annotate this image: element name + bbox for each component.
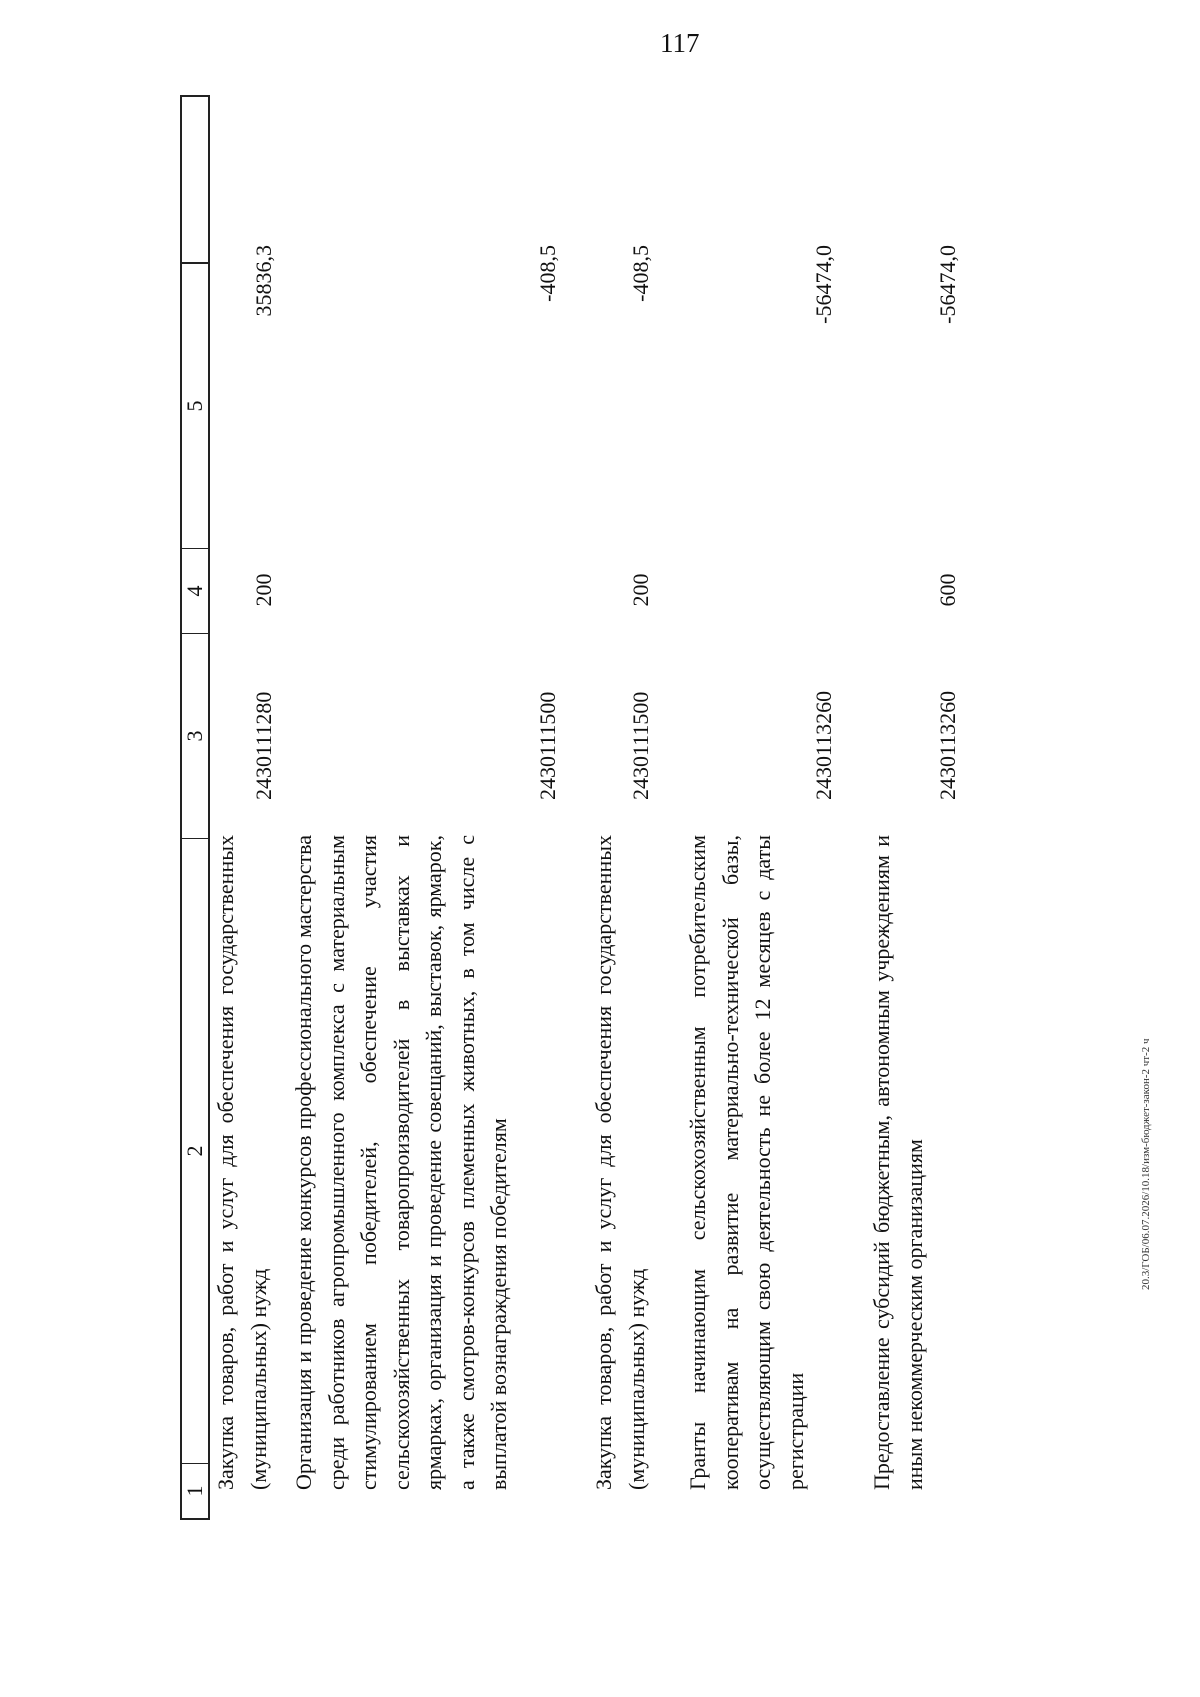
row-description: Гранты начинающим сельскохозяйственным потребительским кооперативам на развитие материально-технической базы, осуществляющим свою деятельность не более 12 месяцев с даты регистрации [685,835,808,1490]
row-code: 2430111500 [535,691,560,800]
page-number: 117 [660,28,700,58]
row-vr: 200 [251,573,276,607]
budget-table [180,95,1080,1520]
row-vr: 200 [628,573,653,607]
row-description: Предоставление субсидий бюджетным, автономным учреждениям и иным некоммерческим организациям [869,835,927,1490]
document-footer-code: 20.3/ГОБ/06.07.2026/10.18/изм-бюджет-закон-2 чт-2 ч [1140,1038,1152,1290]
header-col-5: 5 [182,263,208,548]
row-code: 2430113260 [935,690,960,800]
row-code: 2430113260 [811,690,836,800]
header-col-2: 2 [182,838,208,1463]
row-code: 2430111500 [628,691,653,800]
row-description: Закупка товаров, работ и услуг для обеспечения государственных (муниципальных) нужд [213,835,271,1490]
row-code: 2430111280 [251,691,276,800]
header-col-4: 4 [182,548,208,633]
row-description: Организация и проведение конкурсов профессионального мастерства среди работников агропромышленного комплекса с материальным стимулированием победителей, обеспечение участия сельскохозяйственных товаропроизводителей в выставках и ярмарках, организация и проведение совещаний, выставок, ярмарок, а также смотров-конкурсов племенных животных, в том числе с выплатой вознаграждения победителям [291,835,511,1490]
row-col5-value: -408,5 [535,245,560,302]
row-col5-value: -56474,0 [935,245,960,324]
row-col5-value: -56474,0 [811,245,836,324]
header-col-3: 3 [182,633,208,838]
row-col5-value: 35836,3 [251,245,276,317]
row-col5-value: -408,5 [628,245,653,302]
row-vr: 600 [935,573,960,607]
row-description: Закупка товаров, работ и услуг для обеспечения государственных (муниципальных) нужд [591,835,649,1490]
table-header-row [180,95,210,1520]
header-col-1: 1 [182,1463,208,1518]
